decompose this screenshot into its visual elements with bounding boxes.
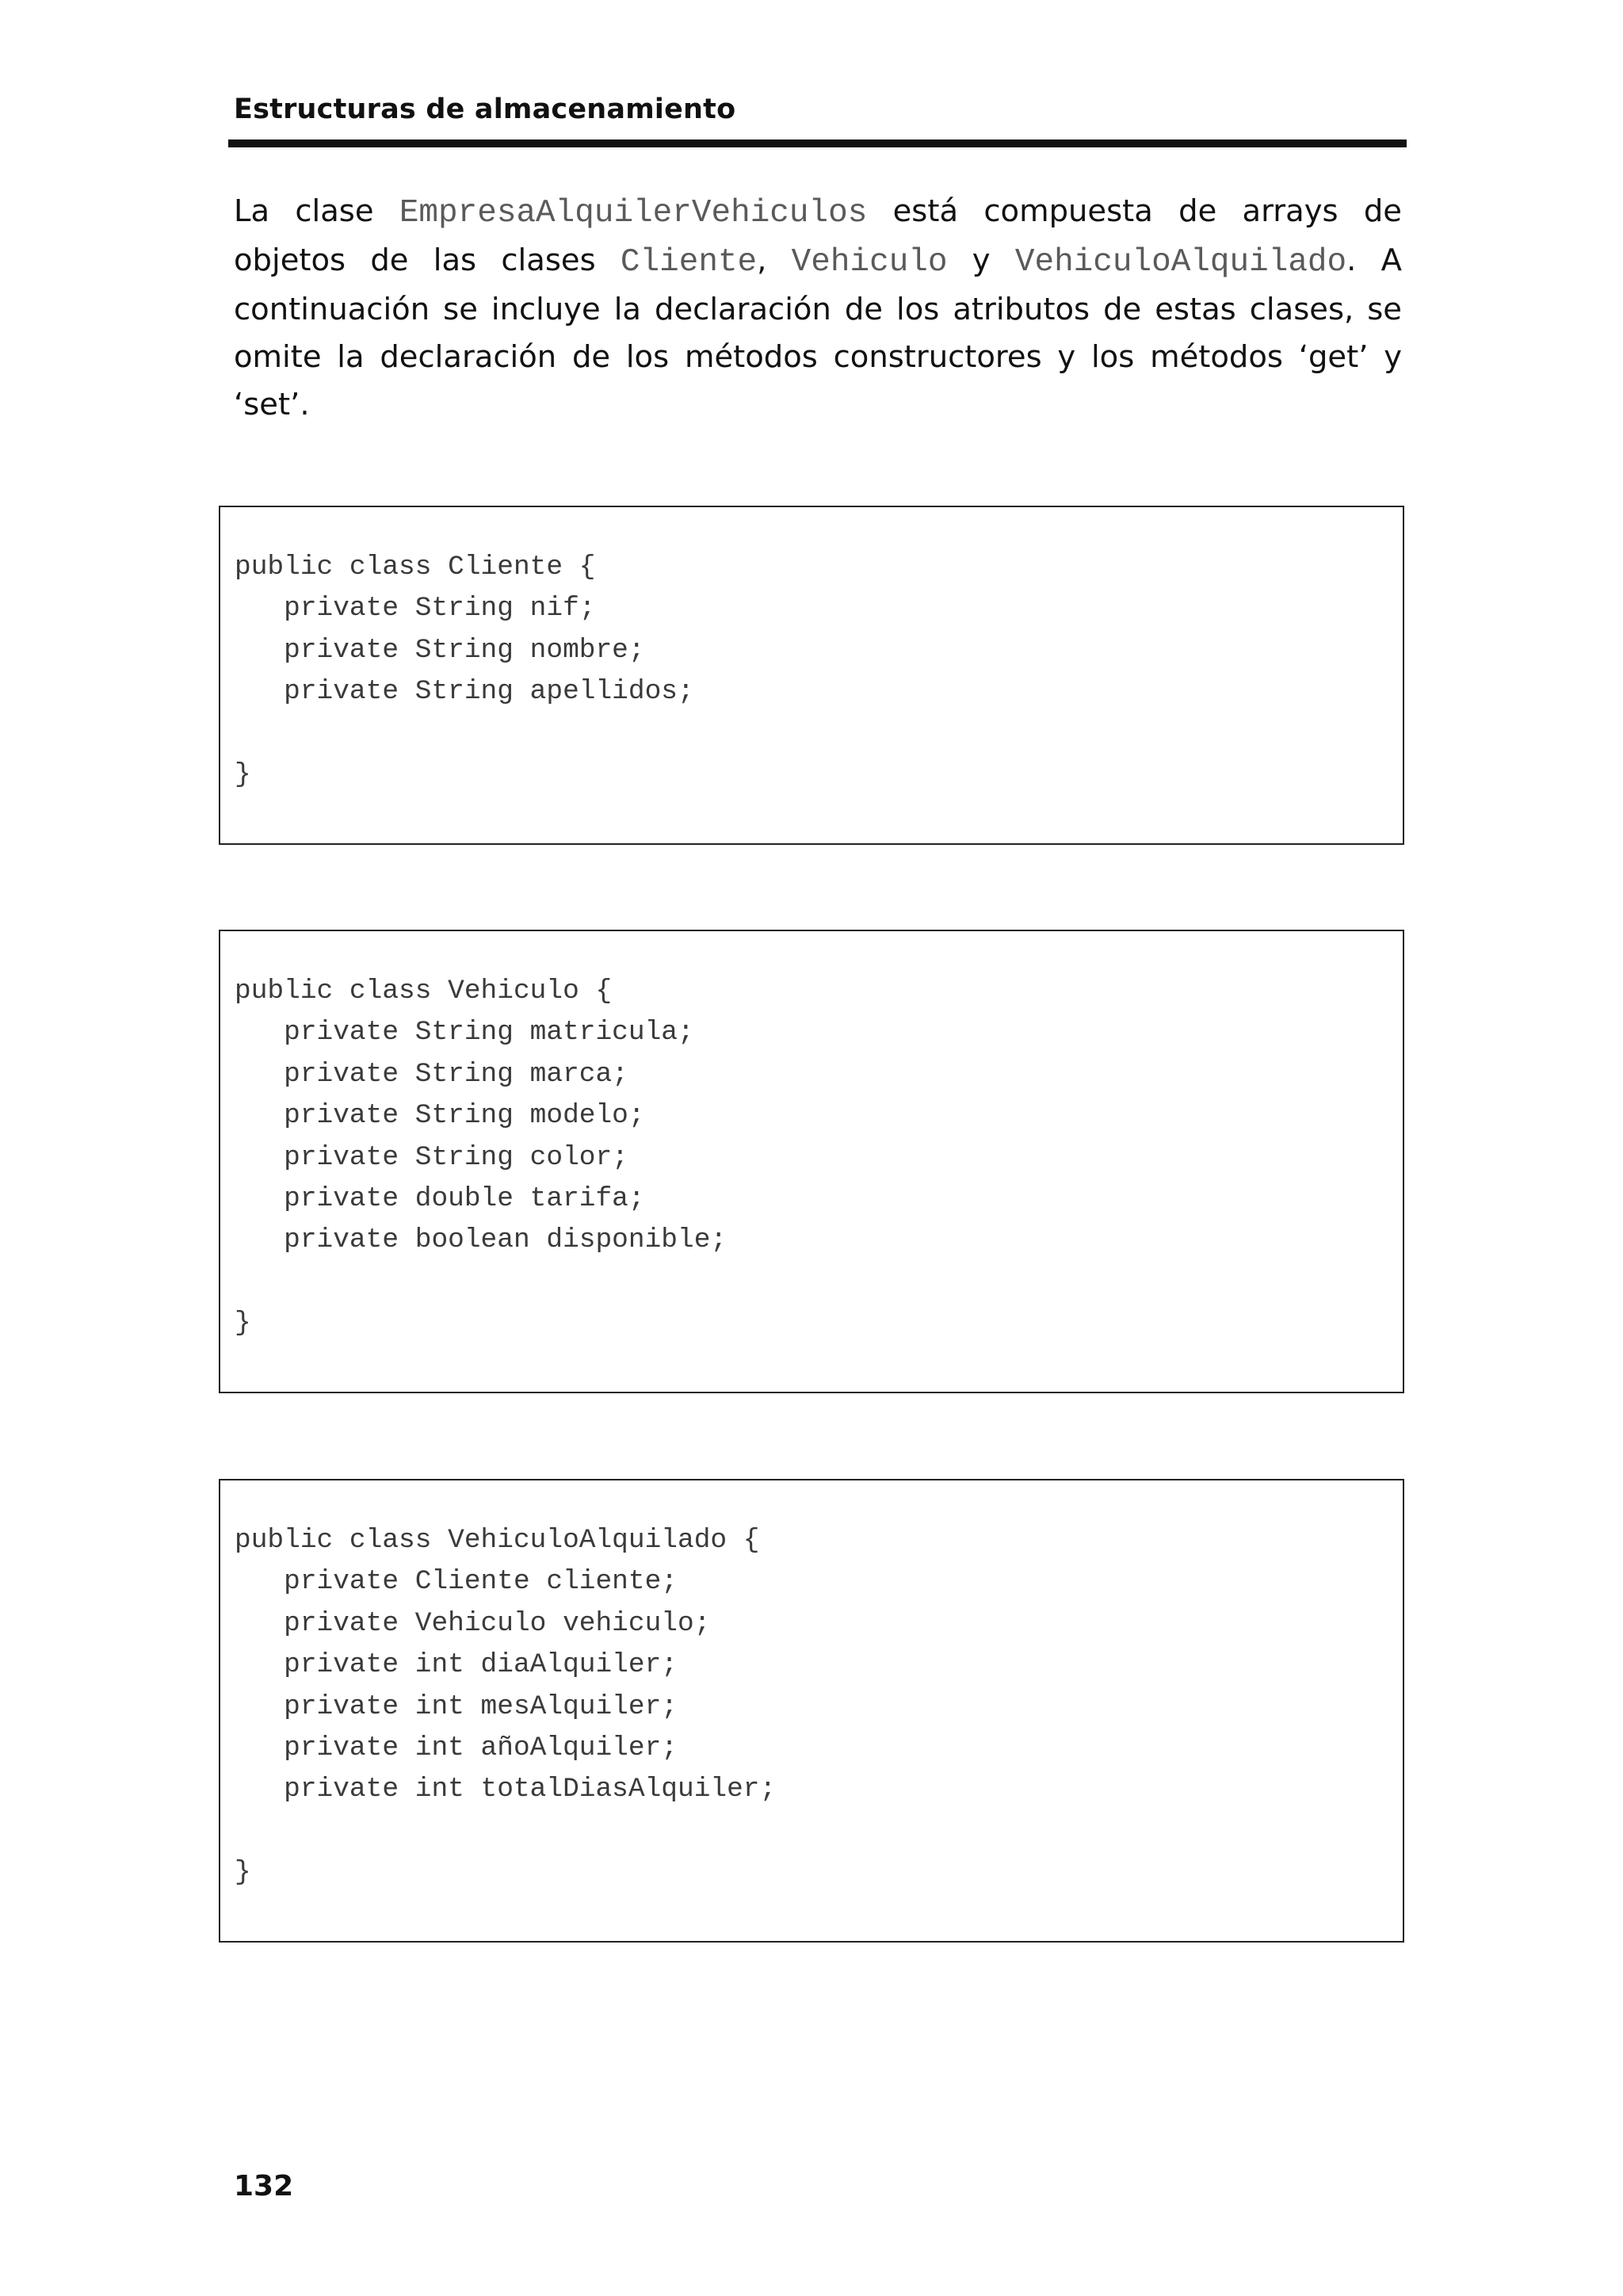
code-line: } [235, 1308, 251, 1339]
code-line: private Cliente cliente; [235, 1566, 678, 1598]
code-listing [235, 1520, 776, 1894]
code-line: private double tarifa; [235, 1182, 645, 1214]
code-listing [235, 971, 727, 1345]
code-line: private String nombre; [235, 634, 645, 666]
inline-code-class-name: Vehiculo [791, 244, 948, 281]
code-line: public class VehiculoAlquilado { [235, 1525, 760, 1556]
code-line: private String nif; [235, 593, 596, 625]
intro-text: . A continuación se incluye la declaración de los atributos de estas clases, se omite la declaración de los métodos constructores y los métodos ‘get’ y ‘set’. [234, 243, 1402, 422]
code-line: private String modelo; [235, 1100, 645, 1132]
code-line: private String color; [235, 1141, 628, 1173]
running-header-title: Estructuras de almacenamiento [234, 94, 736, 125]
code-line [235, 1262, 727, 1303]
code-line: private int diaAlquiler; [235, 1649, 678, 1681]
code-line: private int añoAlquiler; [235, 1732, 678, 1763]
code-line: } [235, 758, 251, 790]
inline-code-class-name: VehiculoAlquilado [1014, 244, 1347, 281]
intro-text: , [757, 243, 792, 278]
inline-code-class-name: EmpresaAlquilerVehiculos [399, 195, 868, 231]
code-line: private String matricula; [235, 1017, 694, 1049]
code-line: } [235, 1857, 251, 1889]
code-line: public class Vehiculo { [235, 976, 613, 1007]
header-rule [228, 139, 1407, 147]
code-listing [235, 547, 694, 796]
code-line: private int totalDiasAlquiler; [235, 1774, 777, 1805]
code-line: private Vehiculo vehiculo; [235, 1607, 711, 1639]
inline-code-class-name: Cliente [620, 244, 758, 281]
code-line [235, 1811, 776, 1852]
code-line: private String apellidos; [235, 676, 694, 708]
intro-text: y [947, 243, 1015, 278]
code-line: public class Cliente { [235, 552, 596, 583]
intro-text: La clase [234, 193, 399, 229]
code-block-vehiculo [219, 930, 1404, 1393]
code-line: private boolean disponible; [235, 1224, 727, 1256]
code-line: private String marca; [235, 1058, 628, 1090]
code-line: private int mesAlquiler; [235, 1690, 678, 1722]
code-block-vehiculo-alquilado [219, 1479, 1404, 1943]
page-number: 132 [234, 2170, 294, 2202]
code-block-cliente [219, 506, 1404, 845]
intro-text: está compuesta de arrays de objetos de las clases [234, 193, 1402, 278]
intro-paragraph [234, 188, 1402, 429]
code-line [235, 713, 694, 755]
